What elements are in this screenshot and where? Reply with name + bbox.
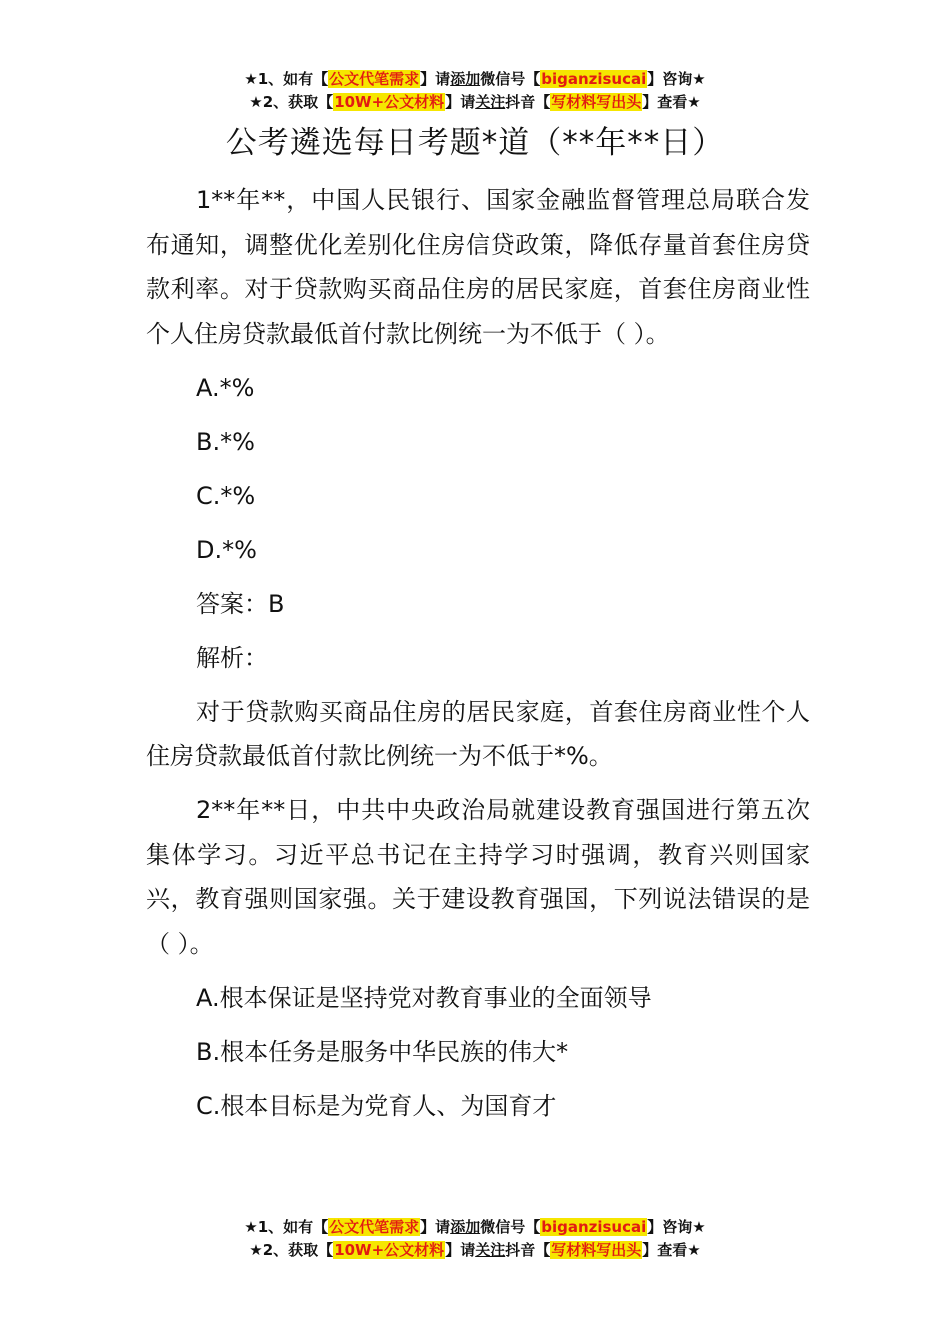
banner-line-1-suffix: 】咨询★ bbox=[647, 70, 706, 88]
question-1-analysis-label: 解析： bbox=[196, 643, 268, 672]
header-banner bbox=[0, 68, 950, 114]
page-title: 公考遴选每日考题*道（**年**日） bbox=[225, 125, 725, 161]
question-2-option-b: B.根本任务是服务中华民族的伟大* bbox=[196, 1037, 569, 1066]
question-1-option-c: C.*% bbox=[196, 481, 256, 510]
document-body bbox=[146, 178, 810, 1128]
footer-highlight-wechat-id: biganzisucai bbox=[541, 1218, 647, 1236]
footer-underlined-add: 添加 bbox=[450, 1218, 481, 1236]
footer-line-2-suffix: 】查看★ bbox=[642, 1241, 701, 1259]
question-1-option-d: D.*% bbox=[196, 535, 257, 564]
banner-highlight-wechat-id: biganzisucai bbox=[541, 70, 647, 88]
footer-banner-line-1 bbox=[0, 1216, 950, 1239]
question-1-stem: 1**年**，中国人民银行、国家金融监督管理总局联合发布通知，调整优化差别化住房信贷政策，降低存量首套住房贷款利率。对于贷款购买商品住房的居民家庭，首套住房商业性个人住房贷款最低首付款比例统一为不低于（ ）。 bbox=[146, 186, 810, 348]
question-2-option-a: A.根本保证是坚持党对教育事业的全面领导 bbox=[196, 983, 652, 1012]
banner-line-2-mid2: 抖音【 bbox=[505, 93, 551, 111]
question-1-analysis: 对于贷款购买商品住房的居民家庭，首套住房商业性个人住房贷款最低首付款比例统一为不低于*%。 bbox=[146, 697, 810, 770]
banner-line-1-mid: 】请 bbox=[420, 70, 451, 88]
footer-highlight-douyin: 写材料写出头 bbox=[551, 1241, 642, 1259]
banner-line-2-mid: 】请 bbox=[445, 93, 476, 111]
banner-line-2 bbox=[0, 91, 950, 114]
banner-line-1 bbox=[0, 68, 950, 91]
footer-banner bbox=[0, 1216, 950, 1262]
footer-highlight-service: 公文代笔需求 bbox=[329, 1218, 420, 1236]
question-1-answer: 答案：B bbox=[196, 589, 285, 618]
footer-underlined-follow: 关注 bbox=[475, 1241, 506, 1259]
footer-line-2-mid2: 抖音【 bbox=[505, 1241, 551, 1259]
footer-line-1-suffix: 】咨询★ bbox=[647, 1218, 706, 1236]
banner-highlight-douyin: 写材料写出头 bbox=[551, 93, 642, 111]
question-1-option-a: A.*% bbox=[196, 373, 255, 402]
question-2-option-c: C.根本目标是为党育人、为国育才 bbox=[196, 1091, 557, 1120]
banner-line-1-prefix: ★1、如有【 bbox=[244, 70, 329, 88]
banner-underlined-follow: 关注 bbox=[475, 93, 506, 111]
banner-line-2-prefix: ★2、获取【 bbox=[249, 93, 334, 111]
footer-line-1-prefix: ★1、如有【 bbox=[244, 1218, 329, 1236]
banner-line-1-mid2: 微信号【 bbox=[480, 70, 541, 88]
footer-line-1-mid: 】请 bbox=[420, 1218, 451, 1236]
banner-line-2-suffix: 】查看★ bbox=[642, 93, 701, 111]
footer-line-1-mid2: 微信号【 bbox=[480, 1218, 541, 1236]
footer-line-2-prefix: ★2、获取【 bbox=[249, 1241, 334, 1259]
footer-banner-line-2 bbox=[0, 1239, 950, 1262]
question-2-stem: 2**年**日，中共中央政治局就建设教育强国进行第五次集体学习。习近平总书记在主持学习时强调，教育兴则国家兴，教育强则国家强。关于建设教育强国，下列说法错误的是（ ）。 bbox=[146, 796, 810, 958]
question-1-option-b: B.*% bbox=[196, 427, 255, 456]
banner-highlight-service: 公文代笔需求 bbox=[329, 70, 420, 88]
banner-highlight-materials: 10W+公文材料 bbox=[334, 93, 445, 111]
banner-underlined-add: 添加 bbox=[450, 70, 481, 88]
footer-highlight-materials: 10W+公文材料 bbox=[334, 1241, 445, 1259]
footer-line-2-mid: 】请 bbox=[445, 1241, 476, 1259]
